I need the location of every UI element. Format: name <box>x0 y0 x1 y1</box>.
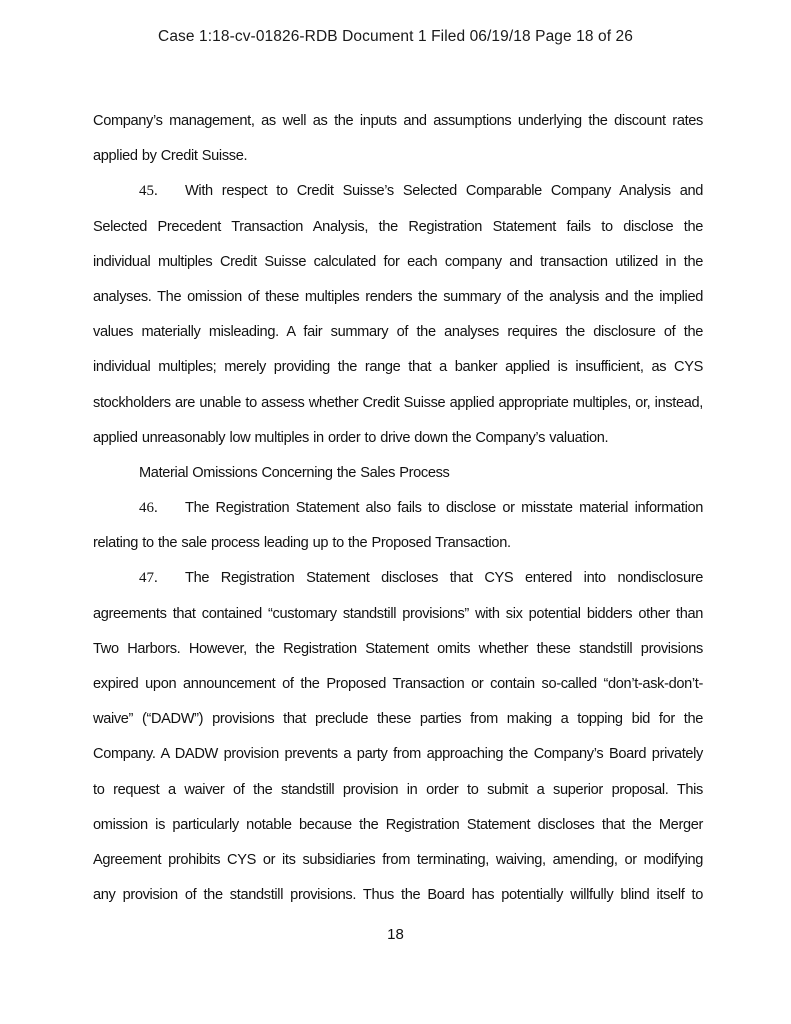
case-header: Case 1:18-cv-01826-RDB Document 1 Filed 06/19/18 Page 18 of 26 <box>158 28 633 45</box>
paragraph-number: 46. <box>139 500 158 517</box>
text-line: stockholders are unable to assess whether Credit Suisse applied appropriate multiples, or, instead, <box>93 394 703 411</box>
text-line: The Registration Statement also fails to disclose or misstate material information <box>185 500 703 517</box>
text-line: Company’s management, as well as the inputs and assumptions underlying the discount rates <box>93 113 703 129</box>
text-line: Selected Precedent Transaction Analysis, the Registration Statement fails to disclose the <box>93 218 703 235</box>
text-line: Two Harbors. However, the Registration Statement omits whether these standstill provisions <box>93 640 703 657</box>
text-line: individual multiples Credit Suisse calculated for each company and transaction utilized in the <box>93 253 703 270</box>
paragraph-47-first-line <box>93 561 703 596</box>
text-line: agreements that contained “customary standstill provisions” with six potential bidders other than <box>93 605 703 622</box>
text-line: individual multiples; merely providing the range that a banker applied is insufficient, as CYS <box>93 359 703 376</box>
text-line: any provision of the standstill provisions. Thus the Board has potentially willfully blind itself to <box>93 887 703 904</box>
paragraph-46-first-line <box>93 491 703 526</box>
text-line: applied by Credit Suisse. <box>93 148 248 165</box>
document-body <box>93 104 703 913</box>
text-line: relating to the sale process leading up to the Proposed Transaction. <box>93 535 511 552</box>
text-line: Agreement prohibits CYS or its subsidiaries from terminating, waiving, amending, or modifying <box>93 851 703 868</box>
text-line: expired upon announcement of the Proposed Transaction or contain so-called “don’t-ask-don’t- <box>93 676 703 692</box>
text-line: omission is particularly notable because the Registration Statement discloses that the Merger <box>93 816 703 833</box>
paragraph-number: 47. <box>139 570 158 587</box>
page-number: 18 <box>387 926 404 943</box>
text-line: analyses. The omission of these multiples renders the summary of the analysis and the implied <box>93 288 703 305</box>
paragraph-45-first-line <box>93 174 703 209</box>
text-line: Company. A DADW provision prevents a party from approaching the Company’s Board privately <box>93 746 703 763</box>
text-line: applied unreasonably low multiples in order to drive down the Company’s valuation. <box>93 429 609 446</box>
text-line: values materially misleading. A fair summary of the analyses requires the disclosure of the <box>93 324 703 341</box>
paragraph-number: 45. <box>139 183 158 200</box>
section-heading: Material Omissions Concerning the Sales Process <box>139 464 450 481</box>
text-line: to request a waiver of the standstill provision in order to submit a superior proposal. This <box>93 781 703 798</box>
text-line: With respect to Credit Suisse’s Selected Comparable Company Analysis and <box>185 183 703 200</box>
text-line: waive” (“DADW”) provisions that preclude these parties from making a topping bid for the <box>93 711 703 728</box>
text-line: The Registration Statement discloses that CYS entered into nondisclosure <box>185 570 703 587</box>
